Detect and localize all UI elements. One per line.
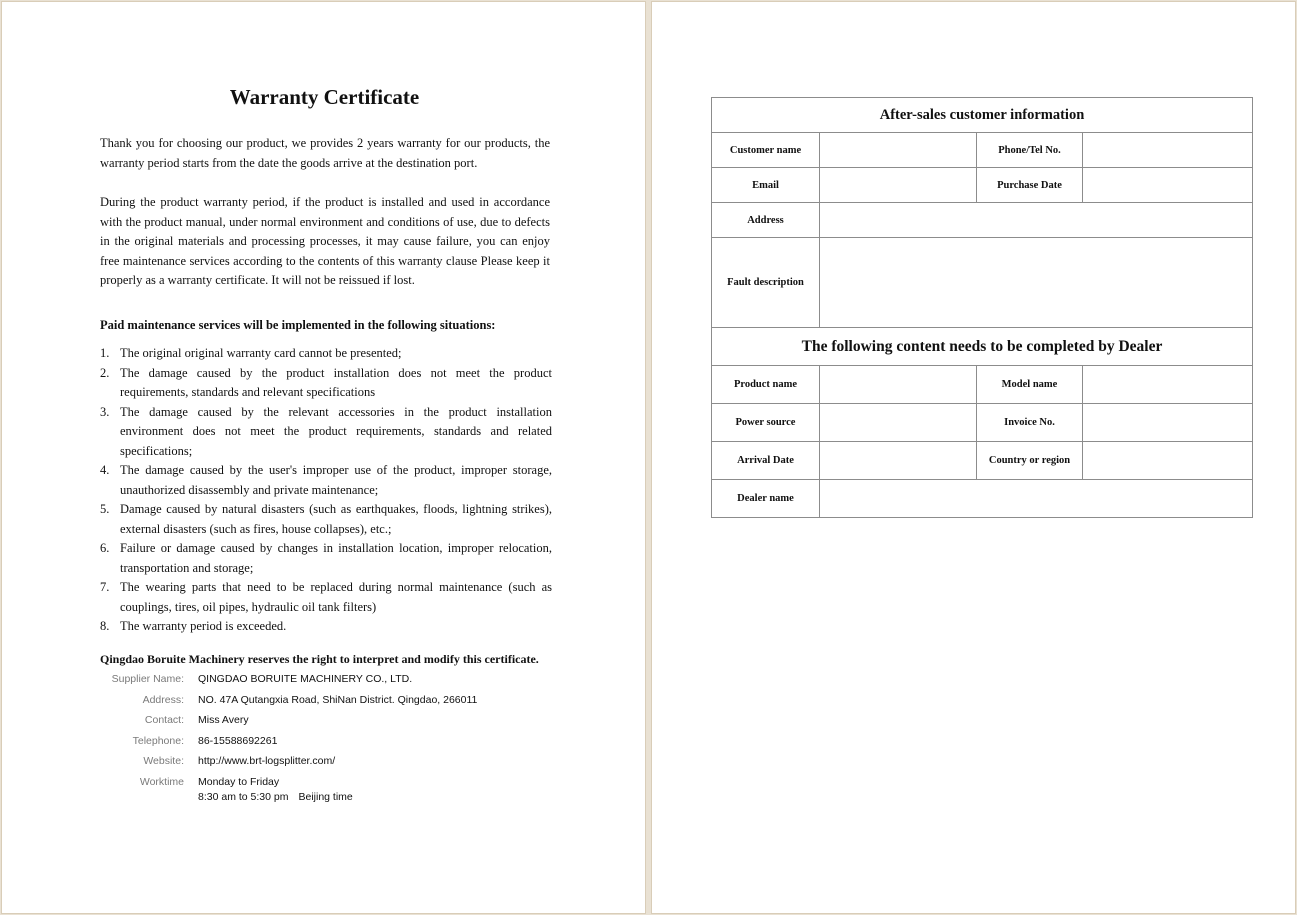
contact-value: Miss Avery (198, 714, 249, 726)
customer-info-section-title: After-sales customer information (712, 98, 1253, 133)
arrival-date-label: Arrival Date (712, 442, 820, 480)
list-number: 1. (100, 346, 110, 360)
list-text: The damage caused by the relevant accessories in the product installation environment does not meet the product requirements, standards and related specifications; (120, 404, 552, 458)
website-label: Website: (143, 755, 184, 767)
list-text: The warranty period is exceeded. (120, 619, 287, 633)
warranty-terms-paragraph: During the product warranty period, if the product is installed and used in accordance with the product manual, under normal environment and conditions of use, due to defects in the original materials and processing processes, it may cause failure, you can enjoy free maintenance services according to the contents of this warranty clause Please keep it properly as a warranty certificate. It will not be reissued if lost. (100, 195, 550, 287)
telephone-label: Telephone: (132, 734, 184, 747)
list-item (100, 539, 552, 578)
document-title: Warranty Certificate (229, 85, 420, 109)
invoice-no-label: Invoice No. (977, 404, 1083, 442)
situations-list (100, 344, 552, 637)
list-text: The damage caused by the product installation does not meet the product requirements, standards and relevant specifications (120, 365, 552, 399)
model-name-label: Model name (977, 366, 1083, 404)
intro-paragraph: Thank you for choosing our product, we provides 2 years warranty for our products, the warranty period starts from the date the goods arrive at the destination port. (100, 136, 550, 170)
contact-label: Contact: (144, 714, 184, 726)
worktime-hours-line (198, 791, 558, 803)
list-item (100, 461, 552, 500)
arrival-date-field[interactable] (820, 442, 977, 480)
email-label: Email (712, 168, 820, 203)
list-item (100, 617, 552, 637)
purchase-date-label: Purchase Date (977, 168, 1083, 203)
list-item (100, 344, 552, 364)
list-text: The damage caused by the user's improper use of the product, improper storage, unauthorized disassembly and private maintenance; (120, 463, 552, 497)
invoice-no-field[interactable] (1083, 404, 1253, 442)
list-item (100, 500, 552, 539)
worktime-value (198, 776, 558, 803)
address-label: Address: (142, 693, 184, 706)
dealer-section-title: The following content needs to be completed by Dealer (712, 328, 1253, 366)
dealer-name-label: Dealer name (712, 480, 820, 518)
dealer-name-field[interactable] (820, 480, 1253, 518)
list-text: Failure or damage caused by changes in installation location, improper relocation, transportation and storage; (120, 541, 552, 575)
website-link[interactable]: http://www.brt-logsplitter.com/ (198, 755, 336, 767)
email-field[interactable] (820, 168, 977, 203)
list-text: The original original warranty card cannot be presented; (120, 346, 402, 360)
paid-services-heading: Paid maintenance services will be implemented in the following situations: (100, 318, 496, 332)
customer-name-field[interactable] (820, 133, 977, 168)
list-item (100, 364, 552, 403)
list-number: 7. (100, 580, 110, 594)
reserves-rights-statement: Qingdao Boruite Machinery reserves the right to interpret and modify this certificate. (100, 652, 539, 666)
product-name-label: Product name (712, 366, 820, 404)
supplier-contact-table (98, 673, 558, 803)
country-region-field[interactable] (1083, 442, 1253, 480)
worktime-label: Worktime (139, 775, 184, 788)
page-left (1, 1, 646, 914)
model-name-field[interactable] (1083, 366, 1253, 404)
power-source-label: Power source (712, 404, 820, 442)
customer-name-label: Customer name (712, 133, 820, 168)
address-label: Address (712, 203, 820, 238)
list-item (100, 403, 552, 462)
list-text: The wearing parts that need to be replaced during normal maintenance (such as couplings, tires, oil pipes, hydraulic oil tank filters) (120, 580, 552, 614)
page-right (651, 1, 1296, 914)
worktime-hours: 8:30 am to 5:30 pm (198, 790, 289, 803)
list-number: 4. (100, 463, 110, 477)
list-number: 3. (100, 404, 110, 419)
purchase-date-field[interactable] (1083, 168, 1253, 203)
list-number: 2. (100, 365, 110, 380)
power-source-field[interactable] (820, 404, 977, 442)
country-region-label: Country or region (977, 442, 1083, 480)
list-number: 5. (100, 502, 110, 516)
phone-field[interactable] (1083, 133, 1253, 168)
worktime-zone: Beijing time (298, 790, 353, 803)
list-text: Damage caused by natural disasters (such as earthquakes, floods, lightning strikes), external disasters (such as fires, house collapses), etc.; (120, 502, 552, 536)
product-name-field[interactable] (820, 366, 977, 404)
after-sales-form (711, 97, 1253, 518)
worktime-days: Monday to Friday (198, 775, 280, 788)
list-item (100, 578, 552, 617)
fault-description-label: Fault description (712, 238, 820, 328)
supplier-name-label: Supplier Name: (111, 673, 184, 685)
telephone-value: 86-15588692261 (198, 734, 278, 747)
phone-label: Phone/Tel No. (977, 133, 1083, 168)
address-field[interactable] (820, 203, 1253, 238)
supplier-name-value: QINGDAO BORUITE MACHINERY CO., LTD. (198, 673, 413, 685)
address-value: NO. 47A Qutangxia Road, ShiNan District. Qingdao, 266011 (198, 693, 478, 706)
fault-description-field[interactable] (820, 238, 1253, 328)
list-number: 6. (100, 541, 110, 555)
list-number: 8. (100, 619, 110, 633)
